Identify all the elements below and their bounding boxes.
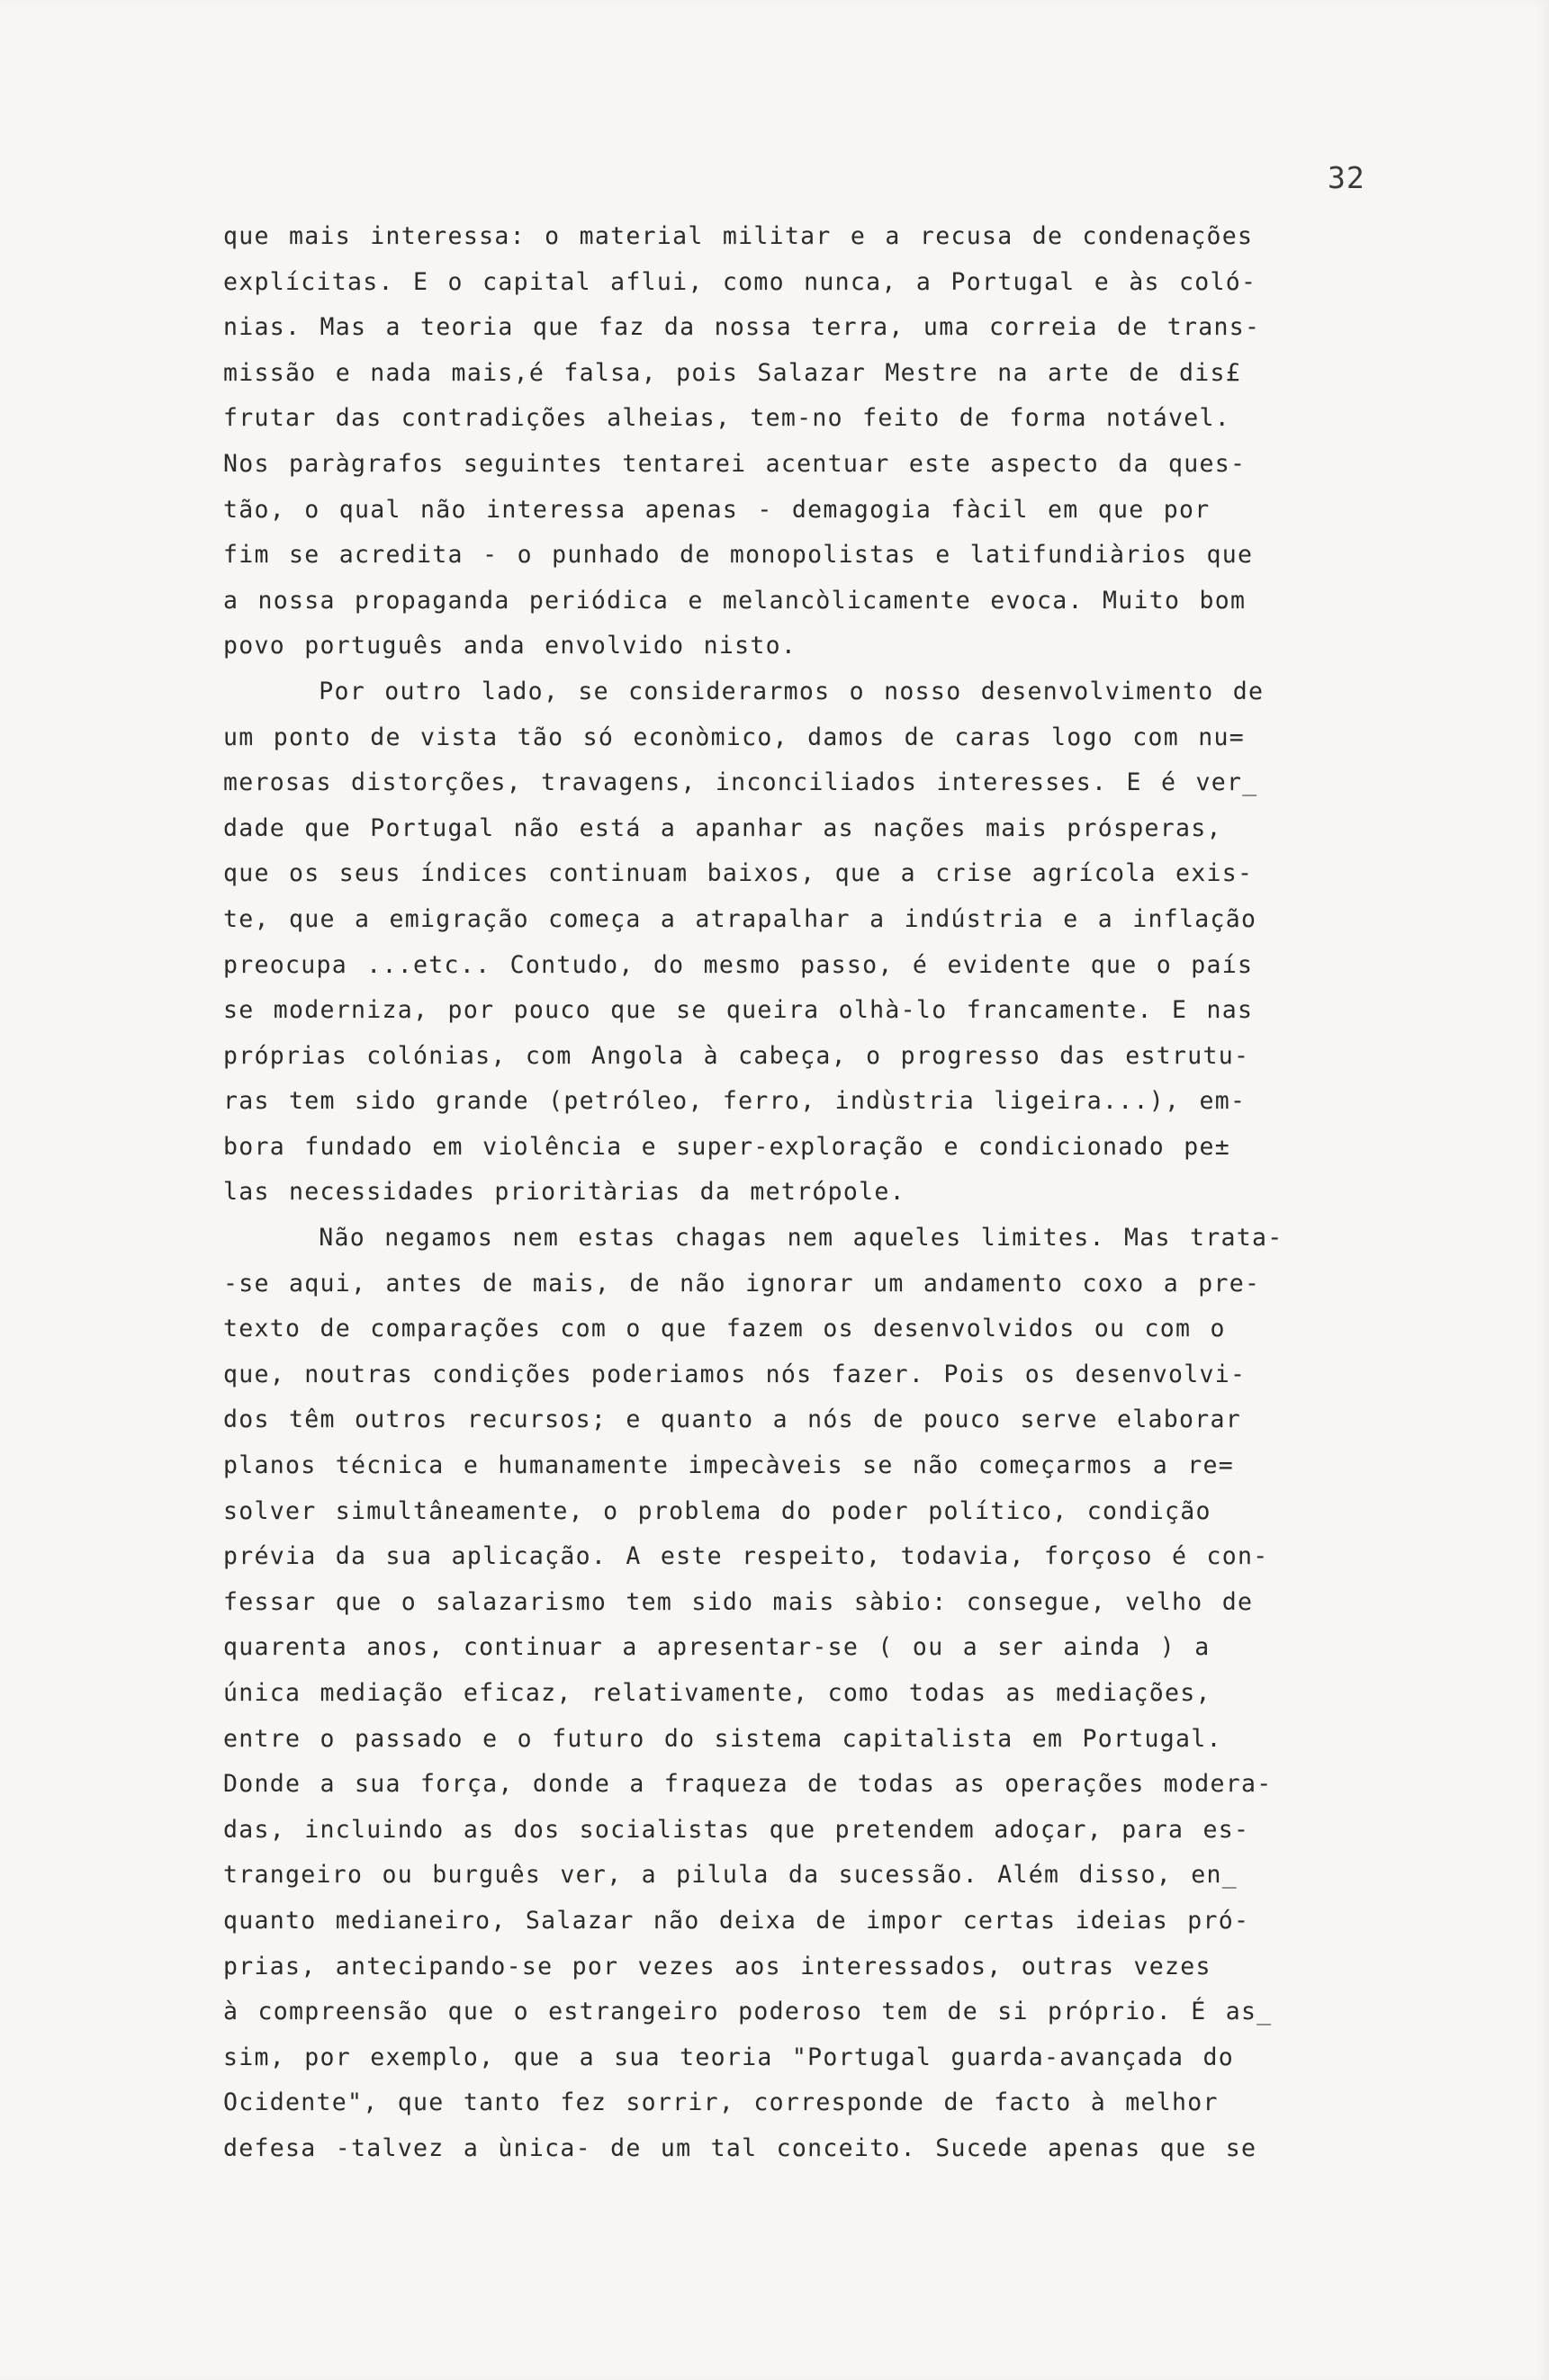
text-line: frutar das contradições alheias, tem-no feito de forma notável. <box>223 404 1231 433</box>
text-line: dade que Portugal não está a apanhar as nações mais prósperas, <box>223 813 1222 842</box>
text-line: -se aqui, antes de mais, de não ignorar um andamento coxo a pre- <box>223 1269 1261 1298</box>
text-line: a nossa propaganda periódica e melancòlicamente evoca. Muito bom <box>223 586 1247 615</box>
text-line: que os seus índices continuam baixos, que a crise agrícola exis- <box>223 859 1254 888</box>
text-line: texto de comparações com o que fazem os desenvolvidos ou com o <box>223 1315 1226 1343</box>
text-line: que, noutras condições poderiamos nós fazer. Pois os desenvolvi- <box>223 1360 1247 1388</box>
text-line: fim se acredita - o punhado de monopolistas e latifundiàrios que <box>223 541 1254 570</box>
text-line: planos técnica e humanamente impecàveis se não começarmos a re= <box>223 1451 1235 1480</box>
text-line: nias. Mas a teoria que faz da nossa terra, uma correia de trans- <box>223 313 1261 342</box>
text-line: prias, antecipando-se por vezes aos interessados, outras vezes <box>223 1952 1211 1980</box>
page-number: 32 <box>1328 160 1365 195</box>
text-line: prévia da sua aplicação. A este respeito, todavia, forçoso é con- <box>223 1542 1269 1571</box>
text-line: se moderniza, por pouco que se queira olhà-lo francamente. E nas <box>223 996 1254 1025</box>
text-line: missão e nada mais,é falsa, pois Salazar Mestre na arte de dis£ <box>223 358 1242 387</box>
text-line: próprias colónias, com Angola à cabeça, o progresso das estrutu- <box>223 1041 1250 1070</box>
text-line: à compreensão que o estrangeiro poderoso tem de si próprio. É as_ <box>223 1998 1273 2026</box>
text-line: explícitas. E o capital aflui, como nunca, a Portugal e às coló- <box>223 267 1257 296</box>
text-line: das, incluindo as dos socialistas que pretendem adoçar, para es- <box>223 1815 1250 1844</box>
text-line: bora fundado em violência e super-exploração e condicionado pe± <box>223 1132 1231 1161</box>
text-line: um ponto de vista tão só econòmico, damos de caras logo com nu= <box>223 723 1246 751</box>
text-line: única mediação eficaz, relativamente, como todas as mediações, <box>223 1679 1211 1707</box>
text-line: que mais interessa: o material militar e a recusa de condenações <box>223 222 1254 250</box>
text-line: entre o passado e o futuro do sistema capitalista em Portugal. <box>223 1724 1222 1753</box>
text-line: quanto medianeiro, Salazar não deixa de impor certas ideias pró- <box>223 1906 1250 1935</box>
text-line: defesa -talvez a ùnica- de um tal conceito. Sucede apenas que se <box>223 2133 1257 2162</box>
text-line: Ocidente", que tanto fez sorrir, corresponde de facto à melhor <box>223 2088 1219 2117</box>
text-line: dos têm outros recursos; e quanto a nós de pouco serve elaborar <box>223 1406 1242 1434</box>
text-line: las necessidades prioritàrias da metrópole. <box>223 1178 905 1207</box>
text-line: Donde a sua força, donde a fraqueza de todas as operações modera- <box>223 1770 1273 1799</box>
text-line: fessar que o salazarismo tem sido mais sàbio: consegue, velho de <box>223 1587 1254 1616</box>
text-line: tão, o qual não interessa apenas - demagogia fàcil em que por <box>223 495 1211 524</box>
text-line: solver simultâneamente, o problema do poder político, condição <box>223 1496 1211 1525</box>
text-line: sim, por exemplo, que a sua teoria "Portugal guarda-avançada do <box>223 2043 1235 2071</box>
text-line: trangeiro ou burguês ver, a pilula da sucessão. Além disso, en_ <box>223 1861 1238 1890</box>
text-line: merosas distorções, travagens, inconciliados interesses. E é ver_ <box>223 768 1258 797</box>
text-line: preocupa ...etc.. Contudo, do mesmo passo, é evidente que o país <box>223 950 1254 979</box>
text-line: povo português anda envolvido nisto. <box>223 632 797 660</box>
text-line: ras tem sido grande (petróleo, ferro, indùstria ligeira...), em- <box>223 1087 1247 1116</box>
text-line: quarenta anos, continuar a apresentar-se ( ou a ser ainda ) a <box>223 1633 1211 1662</box>
text-line: Nos paràgrafos seguintes tentarei acentuar este aspecto da ques- <box>223 449 1247 478</box>
body-text <box>223 214 1420 2172</box>
text-line: Por outro lado, se considerarmos o nosso desenvolvimento de <box>223 677 1265 705</box>
text-line: te, que a emigração começa a atrapalhar a indústria e a inflação <box>223 904 1257 933</box>
text-line: Não negamos nem estas chagas nem aqueles limites. Mas trata- <box>223 1224 1283 1253</box>
